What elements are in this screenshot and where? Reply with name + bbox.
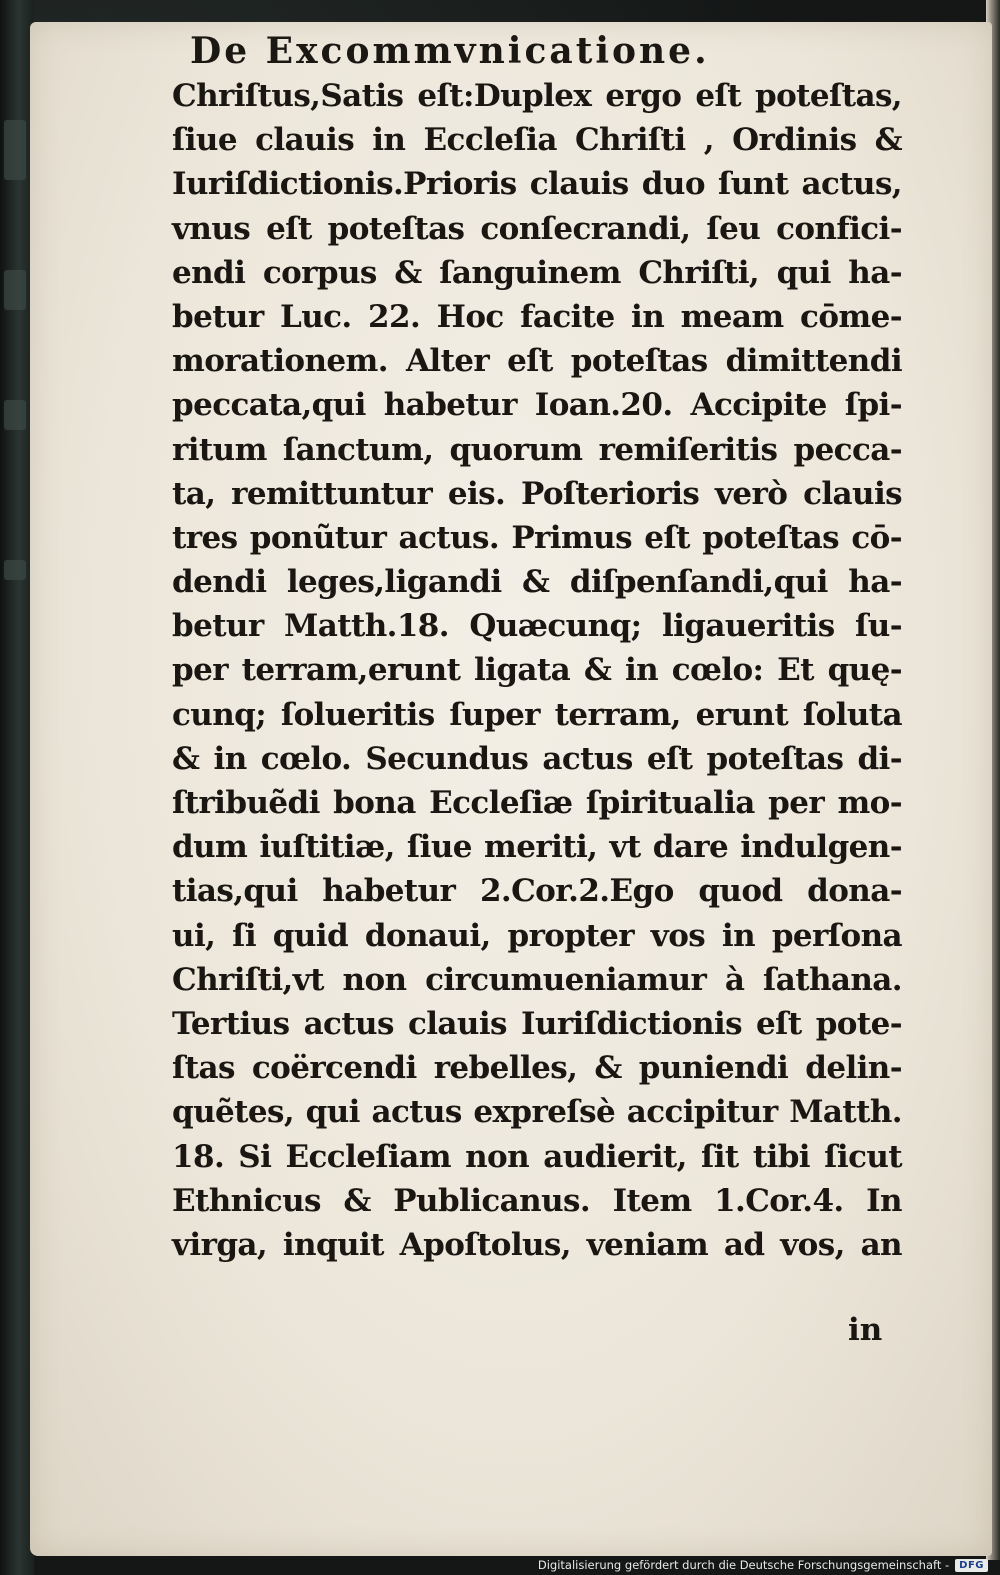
text-line: cunq; ſolueritis ſuper terram, erunt ſoluta [172, 696, 902, 733]
text-line: endi corpus & ſanguinem Chriſti, qui ha- [172, 254, 902, 291]
text-line: Iuriſdictionis.Prioris clauis duo ſunt actus, [172, 166, 902, 203]
footer-credit [538, 1558, 988, 1572]
text-line: morationem. Alter eſt poteſtas dimittendi [172, 343, 902, 380]
binding-mark [4, 270, 26, 310]
text-line: ta, remittuntur eis. Poſterioris verò clauis [172, 475, 902, 512]
text-line: ſtribuẽdi bona Eccleſiæ ſpiritualia per mo- [172, 785, 902, 821]
binding-mark [4, 400, 26, 430]
catchword: in [848, 1312, 883, 1348]
dfg-logo: DFG [955, 1559, 988, 1572]
text-line: Tertius actus clauis Iuriſdictionis eſt pote- [172, 1005, 902, 1042]
text-line: dendi leges,ligandi & diſpenſandi,qui ha- [172, 564, 902, 601]
text-line: Ethnicus & Publicanus. Item 1.Cor.4. In [172, 1182, 902, 1219]
binding-mark [4, 120, 26, 180]
text-line: dum iuſtitiæ, ſiue meriti, vt dare indulgen- [172, 829, 902, 866]
book-page [30, 22, 992, 1556]
text-line: per terram,erunt ligata & in cœlo: Et quę- [172, 652, 902, 689]
text-line: ſiue clauis in Eccleſia Chriſti , Ordinis & [172, 122, 902, 159]
text-line: ritum ſanctum, quorum remiſeritis pecca- [172, 431, 902, 468]
text-line: vnus eſt poteſtas conſecrandi, ſeu confici- [172, 210, 902, 247]
text-line: quẽtes, qui actus expreſsè accipitur Matth. [172, 1094, 902, 1131]
text-line: ui, ſi quid donaui, propter vos in perſona [172, 917, 902, 954]
text-line: Chriſtus,Satis eſt:Duplex ergo eſt poteſtas, [172, 78, 902, 114]
text-line: tres ponũtur actus. Primus eſt poteſtas cō- [172, 519, 902, 556]
text-line: betur Luc. 22. Hoc facite in meam cōme- [172, 298, 902, 335]
text-line: ſtas coërcendi rebelles, & puniendi delin- [172, 1050, 902, 1087]
running-head: De Excommvnicatione. [190, 30, 710, 72]
text-line: betur Matth.18. Quæcunq; ligaueritis ſu- [172, 608, 902, 645]
text-line: virga, inquit Apoſtolus, veniam ad vos, an [172, 1226, 902, 1263]
text-line: 18. Si Eccleſiam non audierit, ſit tibi ſicut [172, 1138, 902, 1175]
binding-mark [4, 560, 26, 580]
text-line: & in cœlo. Secundus actus eſt poteſtas di- [172, 740, 902, 777]
body-text [172, 74, 902, 1267]
funding-credit-text: Digitalisierung gefördert durch die Deutsche Forschungsgemeinschaft - [537, 1558, 950, 1572]
book-binding [0, 0, 34, 1575]
text-line: Chriſti,vt non circumueniamur à ſathana. [172, 961, 902, 998]
text-line: peccata,qui habetur Ioan.20. Accipite ſpi- [172, 387, 902, 424]
text-line: tias,qui habetur 2.Cor.2.Ego quod dona- [172, 873, 902, 910]
